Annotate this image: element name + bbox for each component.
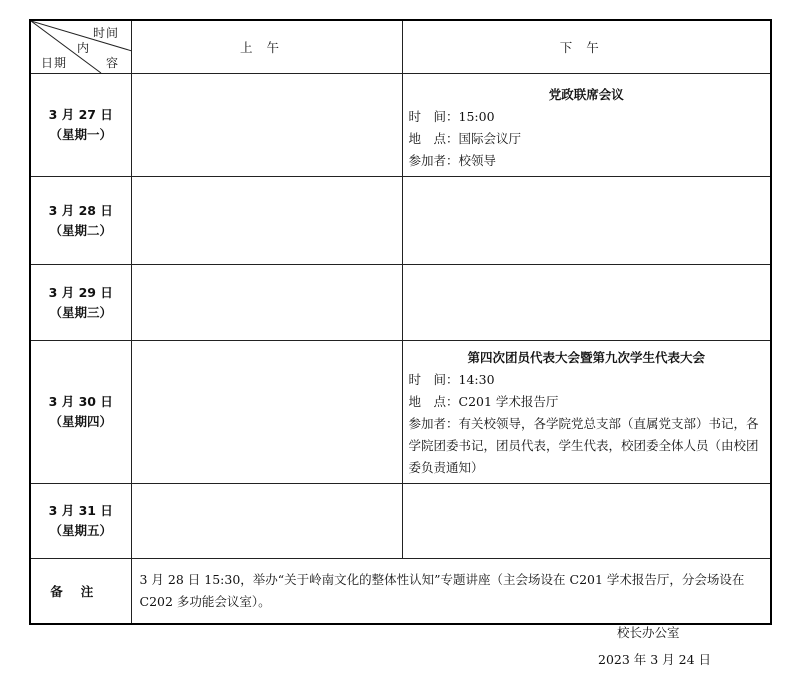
header-content-label-2: 容 [106, 56, 120, 70]
notes-row [30, 559, 771, 625]
weekday-text: （星期五） [49, 523, 112, 538]
event-title: 党政联席会议 [548, 87, 624, 102]
table-header-row [30, 20, 771, 74]
afternoon-column-header: 下午 [402, 20, 771, 74]
event-title: 第四次团员代表大会暨第九次学生代表大会 [467, 350, 705, 365]
table-row [30, 74, 771, 177]
morning-cell [131, 177, 402, 265]
weekday-text: （星期三） [49, 304, 112, 320]
event-place: 地 点：国际会议厅 [408, 131, 522, 146]
date-text: 3 月 28 日 [48, 202, 113, 218]
event-place: 地 点：C201 学术报告厅 [408, 394, 559, 409]
event-time: 时 间：15:00 [408, 109, 495, 124]
date-text: 3 月 27 日 [48, 107, 113, 122]
table-row [30, 341, 771, 484]
table-row [30, 265, 771, 341]
issue-date: 2023 年 3 月 24 日 [598, 652, 712, 667]
morning-cell [131, 341, 402, 484]
afternoon-cell [402, 74, 771, 177]
header-time-label: 时间 [93, 26, 120, 40]
date-cell [30, 265, 131, 341]
afternoon-cell [402, 177, 771, 265]
date-text: 3 月 29 日 [48, 284, 113, 300]
date-text: 3 月 31 日 [48, 503, 113, 518]
weekday-text: （星期四） [49, 414, 112, 429]
event-participants: 参加者：有关校领导，各学院党总支部（直属党支部）书记，各学院团委书记，团员代表，学生代表，校团委全体人员（由校团委负责通知） [408, 416, 759, 475]
notes-text: 3 月 28 日 15:30，举办“关于岭南文化的整体性认知”专题讲座（主会场设在 C201 学术报告厅，分会场设在 C202 多功能会议室）。 [131, 559, 771, 625]
header-date-label: 日期 [41, 56, 68, 70]
table-row [30, 484, 771, 559]
date-text: 3 月 30 日 [48, 394, 113, 409]
afternoon-cell [402, 484, 771, 559]
morning-cell [131, 484, 402, 559]
morning-cell [131, 265, 402, 341]
date-cell [30, 341, 131, 484]
diagonal-header-cell [30, 20, 131, 74]
weekday-text: （星期二） [49, 222, 112, 238]
date-cell [30, 484, 131, 559]
afternoon-cell [402, 341, 771, 484]
afternoon-cell [402, 265, 771, 341]
notes-label: 备注 [30, 559, 131, 625]
morning-column-header: 上午 [131, 20, 402, 74]
table-row [30, 177, 771, 265]
morning-cell [131, 74, 402, 177]
date-cell [30, 177, 131, 265]
header-content-label-1: 内 [77, 41, 91, 55]
event-time: 时 间：14:30 [408, 372, 495, 387]
weekday-text: （星期一） [49, 127, 112, 142]
issuing-office: 校长办公室 [617, 625, 680, 640]
weekly-schedule-table [29, 19, 772, 625]
event-participants: 参加者：校领导 [408, 153, 497, 168]
date-cell [30, 74, 131, 177]
